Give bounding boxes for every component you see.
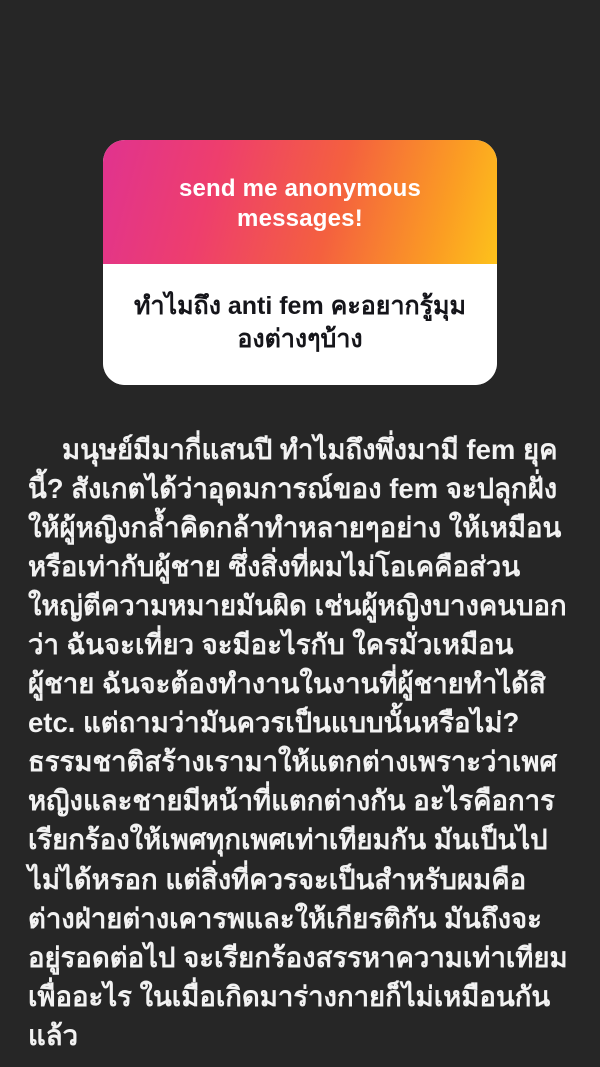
question-sticker-header [103, 140, 497, 264]
question-sticker-answer: ทำไมถึง anti fem คะอยากรู้มุมองต่างๆบ้าง [133, 292, 467, 353]
story-response-text: มนุษย์มีมากี่แสนปี ทำไมถึงพึ่งมามี fem ยุคนี้? สังเกตได้ว่าอุดมการณ์ของ fem จะปลุกฝั่งให้ผู้หญิงกล้ำคิดกล้าทำหลายๆอย่าง ให้เหมือนหรือเท่ากับผู้ชาย ซึ่งสิ่งที่ผมไม่โอเคคือส่วนใหญ่ตีความหมายมันผิด เช่นผู้หญิงบางคนบอกว่า ฉันจะเที่ยว จะมีอะไรกับ ใครมั่วเหมือนผู้ชาย ฉันจะต้องทำงานในงานที่ผู้ชายทำได้สิ etc. แต่ถามว่ามันควรเป็นแบบนั้นหรือไม่? ธรรมชาติสร้างเรามาให้แตกต่างเพราะว่าเพศหญิงและชายมีหน้าที่แตกต่างกัน อะไรคือการเรียกร้องให้เพศทุกเพศเท่าเทียมกัน มันเป็นไปไม่ได้หรอก แต่สิ่งที่ควรจะเป็นสำหรับผมคือ ต่างฝ่ายต่างเคารพและให้เกียรติกัน มันถึงจะอยู่รอดต่อไป จะเรียกร้องสรรหาความเท่าเทียมเพื่ออะไร ในเมื่อเกิดมาร่างกายก็ไม่เหมือนกันแล้ว [28, 434, 568, 1051]
question-sticker-body [103, 264, 497, 385]
question-sticker[interactable] [103, 140, 497, 385]
question-sticker-prompt: send me anonymous messages! [178, 175, 422, 232]
